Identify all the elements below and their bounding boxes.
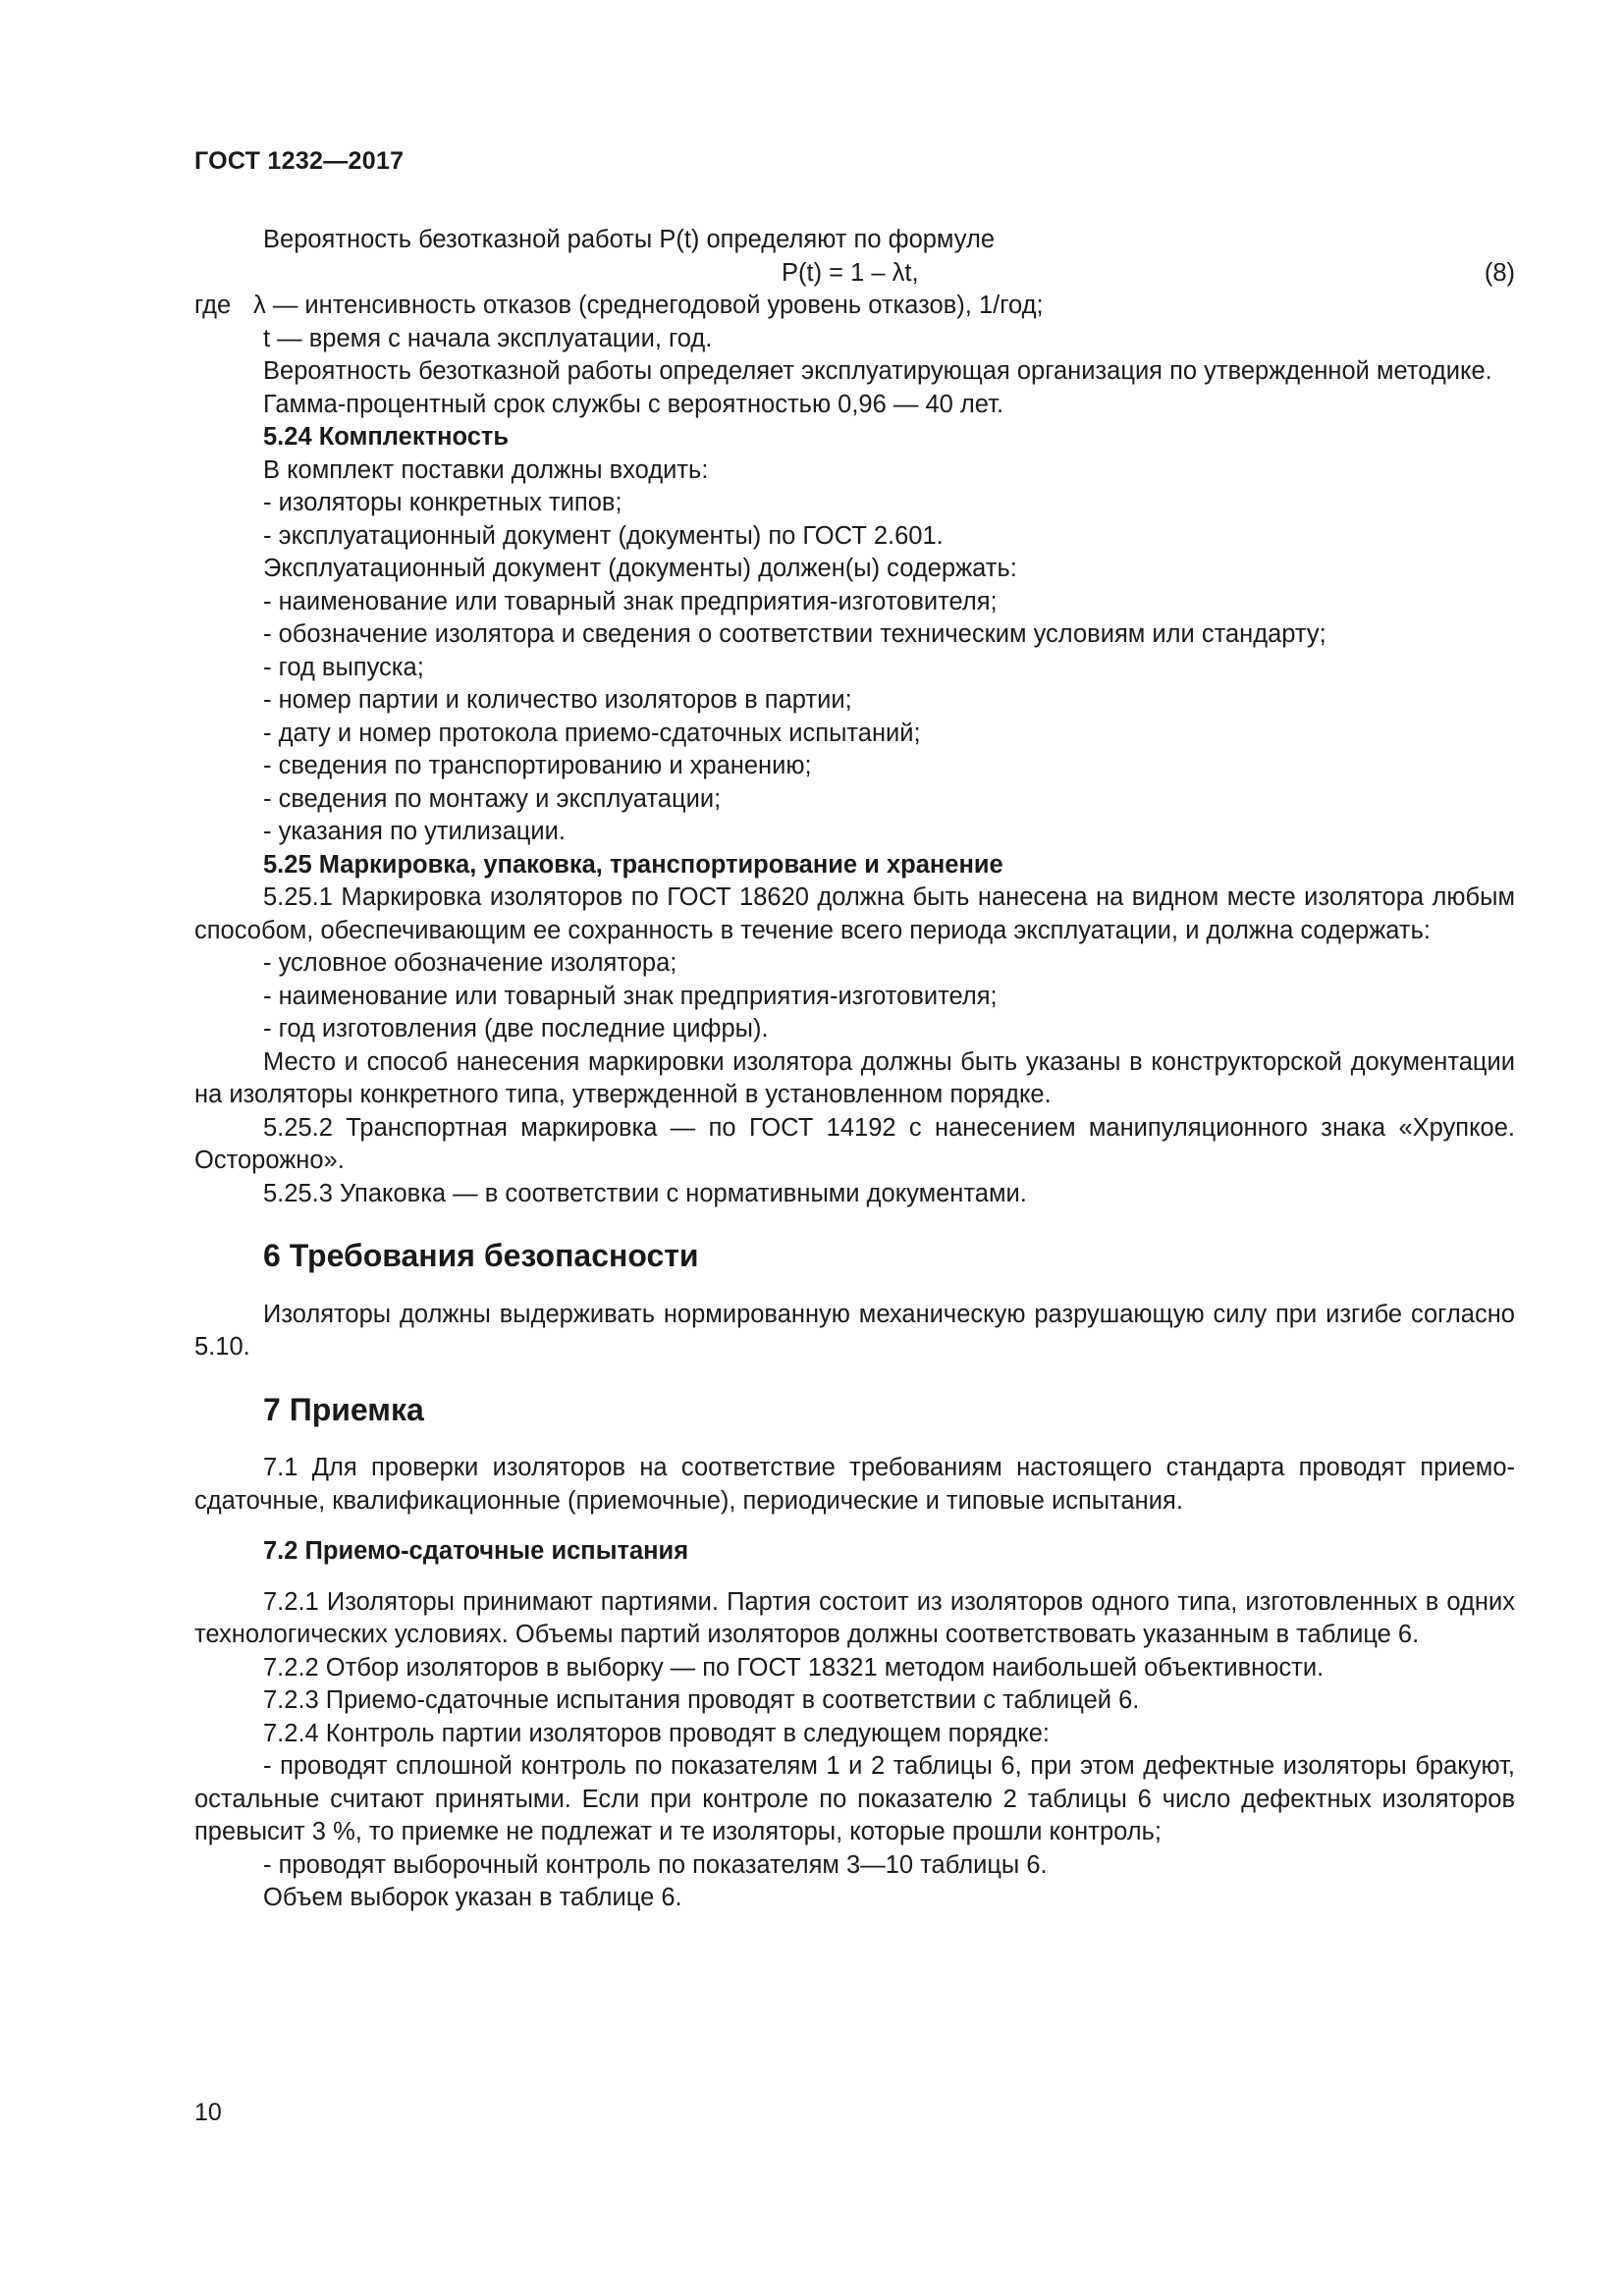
list-item: - номер партии и количество изоляторов в партии; bbox=[263, 686, 852, 714]
list-item: - условное обозначение изолятора; bbox=[263, 949, 677, 977]
list-item: - сведения по транспортированию и хранению; bbox=[263, 752, 812, 779]
marking-location-paragraph: Место и способ нанесения маркировки изолятора должны быть указаны в конструкторской документации на изоляторы конкретного типа, утвержденной в установленном порядке. bbox=[194, 1047, 1515, 1108]
s6-paragraph: Изоляторы должны выдерживать нормированную механическую разрушающую силу при изгибе согласно 5.10. bbox=[194, 1300, 1515, 1361]
list-item: - наименование или товарный знак предприятия-изготовителя; bbox=[263, 982, 998, 1010]
formula-intro: Вероятность безотказной работы P(t) определяют по формуле bbox=[263, 226, 996, 253]
s722-paragraph: 7.2.2 Отбор изоляторов в выборку — по ГОСТ 18321 методом наибольшей объективности. bbox=[263, 1653, 1325, 1682]
list-item: - дату и номер протокола приемо-сдаточных испытаний; bbox=[263, 719, 921, 747]
list-item: - сведения по монтажу и эксплуатации; bbox=[263, 784, 722, 813]
section-7-title: 7 Приемка bbox=[263, 1391, 424, 1427]
gamma-paragraph: Гамма-процентный срок службы с вероятностью 0,96 — 40 лет. bbox=[263, 390, 1004, 418]
where-lambda: λ — интенсивность отказов (среднегодовой уровень отказов), 1/год; bbox=[253, 292, 1044, 319]
list-item: - указания по утилизации. bbox=[263, 818, 566, 845]
section-6-title: 6 Требования безопасности bbox=[263, 1238, 699, 1273]
s5252-paragraph: 5.25.2 Транспортная маркировка — по ГОСТ 14192 с нанесением манипуляционного знака «Хрупкое. Осторожно». bbox=[194, 1113, 1515, 1174]
s724-paragraph: 7.2.4 Контроль партии изоляторов проводят в следующем порядке: bbox=[263, 1719, 1050, 1747]
formula-where-1 bbox=[194, 290, 1515, 323]
s524-doc-intro: Эксплуатационный документ (документы) должен(ы) содержать: bbox=[263, 555, 1017, 582]
page-number: 10 bbox=[194, 2099, 222, 2126]
s5251-paragraph: 5.25.1 Маркировка изоляторов по ГОСТ 18620 должна быть нанесена на видном месте изолятора любым способом, обеспечивающим ее сохранность в течение всего периода эксплуатации, и должна содержать: bbox=[194, 883, 1515, 944]
formula-line bbox=[194, 257, 1515, 291]
s724-item-b: - проводят выборочный контроль по показателям 3—10 таблицы 6. bbox=[263, 1850, 1048, 1879]
formula-number: (8) bbox=[1484, 258, 1515, 287]
list-item: - обозначение изолятора и сведения о соответствии техническим условиям или стандарту; bbox=[263, 620, 1326, 648]
s724-item-a: - проводят сплошной контроль по показателям 1 и 2 таблицы 6, при этом дефектные изоляторы бракуют, остальные считают принятыми. Если при контроле по показателю 2 таблицы 6 число дефектных изоляторов превысит 3 %, то приемке не подлежат и те изоляторы, которые прошли контроль; bbox=[194, 1752, 1515, 1845]
document-header: ГОСТ 1232—2017 bbox=[194, 147, 405, 175]
list-item: - наименование или товарный знак предприятия-изготовителя; bbox=[263, 587, 998, 615]
section-5-25-title: 5.25 Маркировка, упаковка, транспортирование и хранение bbox=[263, 850, 1003, 879]
s723-paragraph: 7.2.3 Приемо-сдаточные испытания проводят в соответствии с таблицей 6. bbox=[263, 1686, 1140, 1714]
reliability-paragraph: Вероятность безотказной работы определяет эксплуатирующая организация по утвержденной методике. bbox=[263, 357, 1492, 385]
list-item: - изоляторы конкретных типов; bbox=[263, 489, 622, 516]
document-page bbox=[194, 0, 1515, 2296]
s724-sample-note: Объем выборок указан в таблице 6. bbox=[263, 1884, 682, 1911]
list-item: - эксплуатационный документ (документы) по ГОСТ 2.601. bbox=[263, 521, 944, 550]
s5253-paragraph: 5.25.3 Упаковка — в соответствии с нормативными документами. bbox=[263, 1179, 1027, 1207]
list-item: - год выпуска; bbox=[263, 653, 424, 681]
section-5-24-title: 5.24 Комплектность bbox=[263, 423, 510, 451]
document-body bbox=[194, 224, 1515, 1915]
s71-paragraph: 7.1 Для проверки изоляторов на соответствие требованиям настоящего стандарта проводят приемо-сдаточные, квалификационные (приемочные), периодические и типовые испытания. bbox=[194, 1454, 1515, 1515]
section-7-2-title: 7.2 Приемо-сдаточные испытания bbox=[263, 1537, 689, 1565]
where-label: где bbox=[194, 292, 232, 319]
s524-intro: В комплект поставки должны входить: bbox=[263, 455, 709, 484]
where-t: t — время с начала эксплуатации, год. bbox=[263, 324, 713, 352]
s721-paragraph: 7.2.1 Изоляторы принимают партиями. Партия состоит из изоляторов одного типа, изготовленных в одних технологических условиях. Объемы партий изоляторов должны соответствовать указанным в таблице 6. bbox=[194, 1587, 1515, 1648]
formula-expression: P(t) = 1 – λt, bbox=[782, 258, 919, 287]
list-item: - год изготовления (две последние цифры). bbox=[263, 1015, 769, 1042]
